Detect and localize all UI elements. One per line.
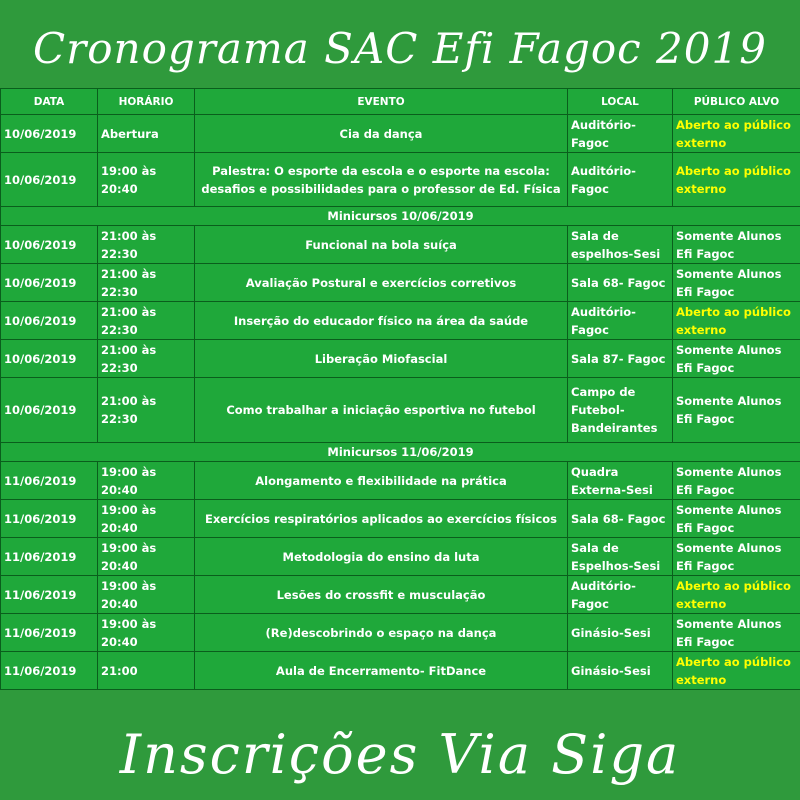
cell-date: 10/06/2019 bbox=[1, 153, 98, 207]
cell-public: Somente Alunos Efi Fagoc bbox=[673, 538, 800, 576]
cell-time: 21:00 às 22:30 bbox=[98, 226, 195, 264]
cell-date: 10/06/2019 bbox=[1, 226, 98, 264]
cell-date: 11/06/2019 bbox=[1, 538, 98, 576]
cell-public: Somente Alunos Efi Fagoc bbox=[673, 264, 800, 302]
cell-local: Auditório- Fagoc bbox=[568, 115, 673, 153]
cell-event: Aula de Encerramento- FitDance bbox=[195, 652, 568, 690]
cell-date: 11/06/2019 bbox=[1, 500, 98, 538]
cell-time: 19:00 às 20:40 bbox=[98, 614, 195, 652]
table-row bbox=[1, 226, 800, 264]
header-public: PÚBLICO ALVO bbox=[673, 89, 800, 115]
cell-time: 21:00 bbox=[98, 652, 195, 690]
table-row bbox=[1, 264, 800, 302]
table-row bbox=[1, 538, 800, 576]
table-row bbox=[1, 115, 800, 153]
cell-local: Auditório- Fagoc bbox=[568, 576, 673, 614]
cell-event: Funcional na bola suíça bbox=[195, 226, 568, 264]
table-row bbox=[1, 576, 800, 614]
cell-time: 21:00 às 22:30 bbox=[98, 378, 195, 443]
cell-public: Aberto ao público externo bbox=[673, 302, 800, 340]
cell-public: Somente Alunos Efi Fagoc bbox=[673, 378, 800, 443]
cell-time: 19:00 às 20:40 bbox=[98, 153, 195, 207]
cell-time: 21:00 às 22:30 bbox=[98, 264, 195, 302]
section-label: Minicursos 10/06/2019 bbox=[1, 207, 800, 226]
cell-date: 11/06/2019 bbox=[1, 462, 98, 500]
page-title: Cronograma SAC Efi Fagoc 2019 bbox=[33, 24, 767, 73]
header-time: HORÁRIO bbox=[98, 89, 195, 115]
cell-public: Somente Alunos Efi Fagoc bbox=[673, 462, 800, 500]
cell-event: Cia da dança bbox=[195, 115, 568, 153]
header-local: LOCAL bbox=[568, 89, 673, 115]
cell-time: Abertura bbox=[98, 115, 195, 153]
cell-event: Metodologia do ensino da luta bbox=[195, 538, 568, 576]
cell-event: Alongamento e flexibilidade na prática bbox=[195, 462, 568, 500]
footer-banner: Inscrições Via Siga bbox=[119, 723, 681, 786]
cell-time: 19:00 às 20:40 bbox=[98, 538, 195, 576]
schedule-body bbox=[1, 115, 800, 690]
cell-public: Somente Alunos Efi Fagoc bbox=[673, 340, 800, 378]
cell-local: Ginásio-Sesi bbox=[568, 652, 673, 690]
cell-date: 11/06/2019 bbox=[1, 652, 98, 690]
cell-local: Sala 68- Fagoc bbox=[568, 500, 673, 538]
cell-time: 21:00 às 22:30 bbox=[98, 302, 195, 340]
cell-date: 10/06/2019 bbox=[1, 115, 98, 153]
cell-event: Liberação Miofascial bbox=[195, 340, 568, 378]
cell-local: Sala de espelhos-Sesi bbox=[568, 226, 673, 264]
table-row bbox=[1, 500, 800, 538]
table-row bbox=[1, 302, 800, 340]
section-row bbox=[1, 443, 800, 462]
cell-public: Aberto ao público externo bbox=[673, 153, 800, 207]
cell-public: Somente Alunos Efi Fagoc bbox=[673, 226, 800, 264]
cell-local: Auditório- Fagoc bbox=[568, 302, 673, 340]
cell-local: Sala de Espelhos-Sesi bbox=[568, 538, 673, 576]
cell-time: 19:00 às 20:40 bbox=[98, 576, 195, 614]
cell-public: Aberto ao público externo bbox=[673, 115, 800, 153]
cell-date: 11/06/2019 bbox=[1, 614, 98, 652]
cell-date: 10/06/2019 bbox=[1, 340, 98, 378]
cell-public: Somente Alunos Efi Fagoc bbox=[673, 614, 800, 652]
table-row bbox=[1, 340, 800, 378]
table-row bbox=[1, 652, 800, 690]
cell-time: 21:00 às 22:30 bbox=[98, 340, 195, 378]
cell-public: Somente Alunos Efi Fagoc bbox=[673, 500, 800, 538]
table-row bbox=[1, 153, 800, 207]
cell-public: Aberto ao público externo bbox=[673, 652, 800, 690]
cell-event: Lesões do crossfit e musculação bbox=[195, 576, 568, 614]
cell-event: Palestra: O esporte da escola e o esporte na escola: desafios e possibilidades para o professor de Ed. Física bbox=[195, 153, 568, 207]
cell-time: 19:00 às 20:40 bbox=[98, 500, 195, 538]
cell-local: Ginásio-Sesi bbox=[568, 614, 673, 652]
cell-event: Exercícios respiratórios aplicados ao exercícios físicos bbox=[195, 500, 568, 538]
cell-local: Sala 87- Fagoc bbox=[568, 340, 673, 378]
table-header-row bbox=[1, 89, 800, 115]
table-row bbox=[1, 614, 800, 652]
cell-event: Avaliação Postural e exercícios corretivos bbox=[195, 264, 568, 302]
cell-event: (Re)descobrindo o espaço na dança bbox=[195, 614, 568, 652]
cell-date: 11/06/2019 bbox=[1, 576, 98, 614]
cell-local: Sala 68- Fagoc bbox=[568, 264, 673, 302]
cell-event: Como trabalhar a iniciação esportiva no futebol bbox=[195, 378, 568, 443]
cell-date: 10/06/2019 bbox=[1, 302, 98, 340]
cell-local: Campo de Futebol-Bandeirantes bbox=[568, 378, 673, 443]
cell-date: 10/06/2019 bbox=[1, 264, 98, 302]
cell-local: Quadra Externa-Sesi bbox=[568, 462, 673, 500]
cell-date: 10/06/2019 bbox=[1, 378, 98, 443]
section-label: Minicursos 11/06/2019 bbox=[1, 443, 800, 462]
cell-event: Inserção do educador físico na área da saúde bbox=[195, 302, 568, 340]
section-row bbox=[1, 207, 800, 226]
table-row bbox=[1, 462, 800, 500]
cell-local: Auditório- Fagoc bbox=[568, 153, 673, 207]
header-date: DATA bbox=[1, 89, 98, 115]
table-row bbox=[1, 378, 800, 443]
cell-public: Aberto ao público externo bbox=[673, 576, 800, 614]
cell-time: 19:00 às 20:40 bbox=[98, 462, 195, 500]
schedule-table bbox=[0, 88, 800, 690]
header-event: EVENTO bbox=[195, 89, 568, 115]
